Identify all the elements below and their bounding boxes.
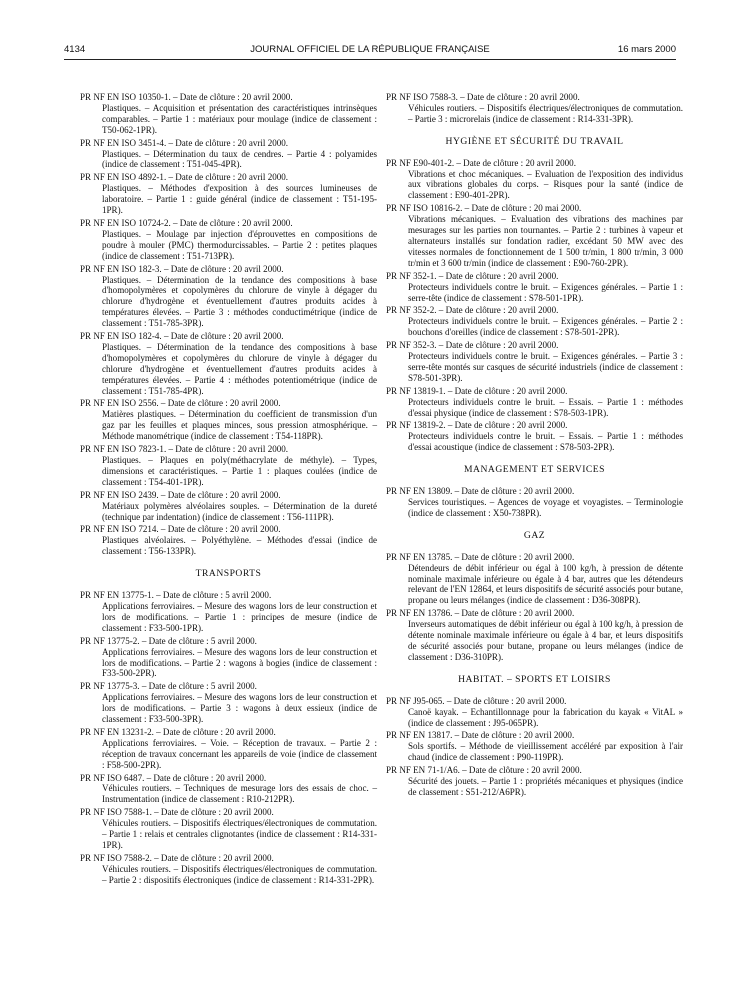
standard-description: Protecteurs individuels contre le bruit. – Exigences générales. – Partie 1 : serre-tête (indice de classement : S78-501-1PR). [408,281,683,303]
standard-entry [386,420,683,453]
issue-date: 16 mars 2000 [617,44,676,55]
header-rule [64,59,676,60]
standard-entry [386,608,683,663]
standard-entry [80,727,377,771]
standard-entry [80,773,377,806]
page-header [64,44,676,58]
standard-entry [386,158,683,202]
gaz-entry-list [386,552,683,663]
standard-entry [80,138,377,171]
standard-reference: PR NF EN ISO 10724-2. – Date de clôture : 20 avril 2000. [80,217,293,228]
section-heading-hygiene: HYGIÈNE ET SÉCURITÉ DU TRAVAIL [445,135,624,147]
journal-title: JOURNAL OFFICIEL DE LA RÉPUBLIQUE FRANÇAISE [250,44,490,55]
standard-entry [80,807,377,851]
standard-description: Protecteurs individuels contre le bruit. – Essais. – Partie 1 : méthodes d'essai acoustique (indice de classement : S78-503-2PR). [408,431,683,453]
standard-description: Plastiques. – Acquisition et présentation des caractéristiques intrinsèques comparables. – Partie 1 : matériaux pour moulage (indice de classement : T50-062-1PR). [102,102,377,135]
vehicle-entry-list [386,92,683,125]
standard-entry [80,524,377,557]
standard-entry [80,218,377,262]
plastics-entry-list [80,92,377,557]
standard-reference: PR NF EN ISO 4892-1. – Date de clôture : 20 avril 2000. [80,172,289,183]
standard-entry [80,636,377,680]
standard-reference: PR NF EN 13775-1. – Date de clôture : 5 avril 2000. [80,590,272,601]
section-heading-habitat: HABITAT. – SPORTS ET LOISIRS [458,673,611,685]
standard-entry [386,386,683,419]
standard-reference: PR NF EN ISO 2439. – Date de clôture : 20 avril 2000. [80,489,281,500]
standard-entry [80,331,377,396]
standard-reference: PR NF EN 13809. – Date de clôture : 20 avril 2000. [386,486,575,497]
hygiene-entry-list [386,158,683,454]
standard-description: Plastiques. – Détermination du taux de cendres. – Partie 4 : polyamides (indice de classement : T51-045-4PR). [102,148,377,170]
standard-entry [80,444,377,488]
standard-description: Vibrations et choc mécaniques. – Evaluation de l'exposition des individus aux vibrations globales du corps. – Risques pour la santé (indice de classement : E90-401-2PR). [408,168,683,201]
standard-description: Protecteurs individuels contre le bruit. – Exigences générales. – Partie 3 : serre-tête montés sur casques de sécurité industriels (indice de classement : S78-501-3PR). [408,351,683,383]
standard-reference: PR NF 13775-2. – Date de clôture : 5 avril 2000. [80,635,257,646]
standard-entry [386,696,683,729]
standard-reference: PR NF EN 13786. – Date de clôture : 20 avril 2000. [386,608,575,619]
standard-entry [80,681,377,725]
standard-reference: PR NF EN 71-1/A6. – Date de clôture : 20 avril 2000. [386,765,582,776]
standard-reference: PR NF 13775-3. – Date de clôture : 5 avril 2000. [80,681,257,692]
standard-entry [386,765,683,798]
standard-description: Canoë kayak. – Echantillonnage pour la fabrication du kayak « VitAL » (indice de classement : J95-065PR). [408,706,683,728]
standard-reference: PR NF J95-065. – Date de clôture : 20 avril 2000. [386,695,567,706]
standard-entry [80,590,377,634]
standard-description: Véhicules routiers. – Dispositifs électriques/électroniques de commutation. – Partie 2 : dispositifs électroniques (indice de classement : R14-331-2PR). [102,863,377,885]
standard-description: Inverseurs automatiques de débit inférieur ou égal à 100 kg/h, à pression de détente nominale maximale inférieure ou égale à 4 bar, et leurs dispositifs de sécurité associés pour butane, propane ou leurs mélanges (indice de classement : D36-310PR). [408,619,683,662]
standard-entry [386,92,683,125]
standard-reference: PR NF 13819-2. – Date de clôture : 20 avril 2000. [386,420,568,431]
standard-reference: PR NF 352-3. – Date de clôture : 20 avril 2000. [386,340,559,351]
standard-entry [386,730,683,763]
standard-description: Plastiques. – Détermination de la tendance des compositions à base d'homopolymères et copolymères du chlorure de vinyle à dégager du chlorure d'hydrogène et éventuellement d'autres produits acides à températures élevées. – Partie 3 : méthodes conductimétrique (indice de classement : T51-785-3PR). [102,274,377,329]
management-entry-list [386,486,683,519]
standard-description: Protecteurs individuels contre le bruit. – Essais. – Partie 1 : méthodes d'essai physique (indice de classement : S78-503-1PR). [408,396,683,418]
standard-description: Matières plastiques. – Détermination du coefficient de transmission d'un gaz par les feuilles et plaques minces, sous pression atmosphérique. – Méthode manométrique (indice de classement : T54-118PR). [102,409,377,442]
standard-entry [386,305,683,338]
standard-entry [80,264,377,329]
standard-entry [386,552,683,607]
standard-reference: PR NF ISO 10816-2. – Date de clôture : 20 mai 2000. [386,203,582,214]
standard-reference: PR NF ISO 7588-1. – Date de clôture : 20 avril 2000. [80,807,274,818]
standard-description: Applications ferroviaires. – Mesure des wagons lors de leur construction et lors de modifications. – Partie 2 : wagons à bogies (indice de classement : F33-500-2PR). [102,646,377,679]
standard-description: Détendeurs de débit inférieur ou égal à 100 kg/h, à pression de détente nominale maximale inférieure ou égale à 4 bar, autres que les détendeurs relevant de l'EN 12864, et leurs dispositifs de sécurité associés pour butane, propane ou leurs mélanges (indice de classement : D36-308PR). [408,562,683,606]
standard-description: Véhicules routiers. – Techniques de mesurage lors des essais de choc. – Instrumentation (indice de classement : R10-212PR). [102,783,377,805]
standard-description: Applications ferroviaires. – Mesure des wagons lors de leur construction et lors de modifications. – Partie 3 : wagons à deux essieux (indice de classement : F33-500-3PR). [102,692,377,725]
habitat-entry-list [386,696,683,798]
standard-description: Plastiques. – Plaques en poly(méthacrylate de méthyle). – Types, dimensions et caractéristiques. – Partie 1 : plaques coulées (indice de classement : T54-401-1PR). [102,455,377,487]
standard-entry [386,340,683,384]
transport-entry-list [80,590,377,886]
standard-description: Plastiques. – Méthodes d'exposition à des sources lumineuses de laboratoire. – Partie 1 : guide général (indice de classement : T51-195-1PR). [102,183,377,216]
standard-entry [80,853,377,886]
standard-entry [386,271,683,304]
standard-reference: PR NF EN ISO 182-4. – Date de clôture : 20 avril 2000. [80,331,284,342]
standard-entry [386,486,683,519]
standard-description: Sécurité des jouets. – Partie 1 : propriétés mécaniques et physiques (indice de classement : S51-212/A6PR). [408,776,683,797]
standard-entry [80,172,377,216]
standard-reference: PR NF EN ISO 7823-1. – Date de clôture : 20 avril 2000. [80,444,289,455]
standard-reference: PR NF 352-1. – Date de clôture : 20 avril 2000. [386,270,559,281]
standard-reference: PR NF EN 13231-2. – Date de clôture : 20 avril 2000. [80,726,276,737]
standard-description: Matériaux polymères alvéolaires souples. – Détermination de la dureté (technique par indentation) (indice de classement : T56-111PR). [102,500,377,522]
section-heading-transports: TRANSPORTS [195,568,262,580]
standard-reference: PR NF ISO 7588-3. – Date de clôture : 20 avril 2000. [386,92,580,102]
standard-reference: PR NF ISO 6487. – Date de clôture : 20 avril 2000. [80,772,267,783]
standard-description: Plastiques. – Détermination de la tendance des compositions à base d'homopolymères et copolymères du chlorure de vinyle à dégager du chlorure d'hydrogène et éventuellement d'autres produits acides à températures élevées. – Partie 4 : méthodes potentiométrique (indice de classement : T51-785-4PR). [102,341,377,396]
standard-description: Vibrations mécaniques. – Evaluation des vibrations des machines par mesurages sur les parties non tournantes. – Partie 2 : turbines à vapeur et alternateurs installés sur fondation radier, excédant 50 MW avec des vitesses normales de fonctionnement de 1 500 tr/min, 1 800 tr/min, 3 000 tr/min et 3 600 tr/min (indice de classement : E90-760-2PR). [408,214,683,268]
standard-description: Services touristiques. – Agences de voyage et voyagistes. – Terminologie (indice de classement : X50-738PR). [408,497,683,518]
standard-reference: PR NF EN ISO 182-3. – Date de clôture : 20 avril 2000. [80,263,284,274]
standard-description: Plastiques alvéolaires. – Polyéthylène. – Méthodes d'essai (indice de classement : T56-133PR). [102,535,377,557]
standard-entry [80,92,377,136]
section-heading-gaz: GAZ [523,529,546,541]
standard-reference: PR NF EN 13785. – Date de clôture : 20 avril 2000. [386,551,575,562]
standard-description: Protecteurs individuels contre le bruit. – Exigences générales. – Partie 2 : bouchons d'oreilles (indice de classement : S78-501-2PR). [408,316,683,338]
right-column [386,92,683,800]
standard-reference: PR NF EN ISO 7214. – Date de clôture : 20 avril 2000. [80,524,281,535]
left-column [80,92,377,888]
standard-reference: PR NF 13819-1. – Date de clôture : 20 avril 2000. [386,385,568,396]
standard-description: Véhicules routiers. – Dispositifs électriques/électroniques de commutation. – Partie 1 : relais et centrales clignotantes (indice de classement : R14-331-1PR). [102,818,377,850]
standard-description: Applications ferroviaires. – Voie. – Réception de travaux. – Partie 2 : réception de travaux concernant les appareils de voie (indice de classement : F58-500-2PR). [102,737,377,770]
standard-description: Véhicules routiers. – Dispositifs électriques/électroniques de commutation. – Partie 3 : microrelais (indice de classement : R14-331-3PR). [408,102,683,124]
standard-description: Applications ferroviaires. – Mesure des wagons lors de leur construction et lors de modifications. – Partie 1 : principes de mesure (indice de classement : F33-500-1PR). [102,600,377,633]
standard-reference: PR NF EN ISO 10350-1. – Date de clôture : 20 avril 2000. [80,92,293,102]
standard-entry [80,490,377,523]
standard-entry [80,398,377,442]
standard-description: Plastiques. – Moulage par injection d'éprouvettes en compositions de poudre à mouler (PMC) thermodurcissables. – Partie 2 : petites plaques (indice de classement : T51-713PR). [102,228,377,261]
standard-reference: PR NF EN ISO 3451-4. – Date de clôture : 20 avril 2000. [80,137,289,148]
standard-description: Sols sportifs. – Méthode de vieillissement accéléré par exposition à l'air chaud (indice de classement : P90-119PR). [408,741,683,763]
standard-reference: PR NF E90-401-2. – Date de clôture : 20 avril 2000. [386,157,576,168]
section-heading-management: MANAGEMENT ET SERVICES [464,464,605,476]
page-number: 4134 [64,44,86,55]
standard-reference: PR NF 352-2. – Date de clôture : 20 avril 2000. [386,305,559,316]
standard-reference: PR NF EN ISO 2556. – Date de clôture : 20 avril 2000. [80,398,281,409]
standard-reference: PR NF EN 13817. – Date de clôture : 20 avril 2000. [386,730,575,741]
standard-reference: PR NF ISO 7588-2. – Date de clôture : 20 avril 2000. [80,852,274,863]
standard-entry [386,203,683,268]
